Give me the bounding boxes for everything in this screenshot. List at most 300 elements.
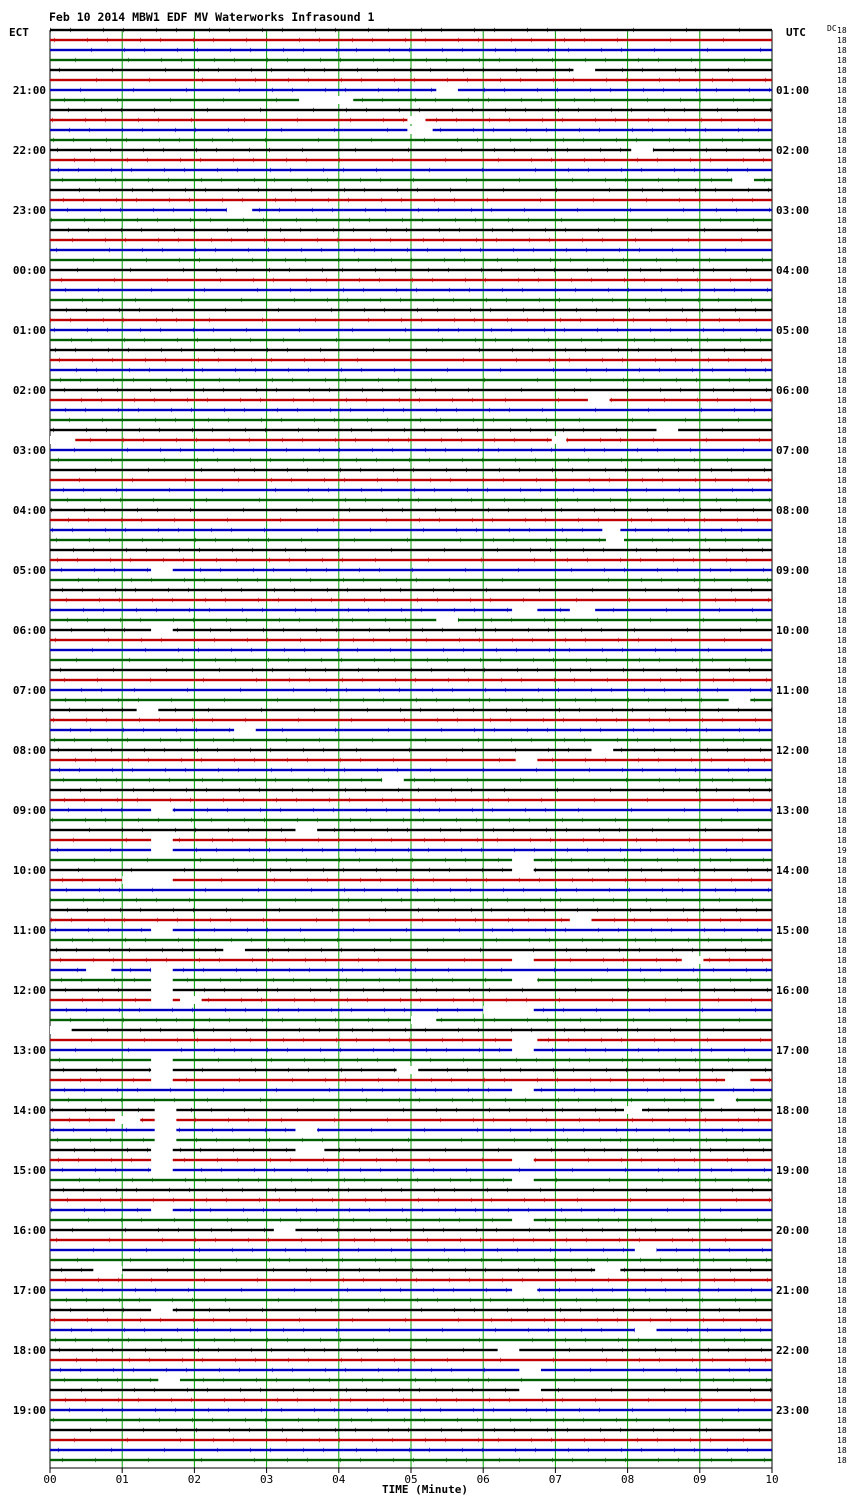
- trace-noise-tick: [183, 1258, 184, 1262]
- trace-noise-tick: [706, 148, 707, 152]
- trace-noise-tick: [756, 908, 757, 912]
- trace-noise-tick: [411, 668, 412, 672]
- trace-noise-tick: [198, 1348, 199, 1352]
- trace-noise-tick: [699, 1188, 700, 1192]
- trace-noise-tick: [580, 1018, 581, 1022]
- trace-noise-tick: [631, 1098, 632, 1102]
- trace-noise-tick: [523, 1298, 524, 1302]
- trace-noise-tick: [700, 1088, 701, 1092]
- trace-noise-tick: [217, 748, 218, 752]
- trace-row: [50, 1239, 772, 1241]
- trace-noise-tick: [280, 808, 281, 812]
- trace-noise-tick: [750, 398, 751, 402]
- trace-noise-tick: [758, 1118, 759, 1122]
- trace-noise-tick: [54, 738, 55, 742]
- trace-noise-tick: [648, 118, 649, 122]
- trace-noise-tick: [376, 458, 377, 462]
- trace-noise-tick: [492, 228, 493, 232]
- trace-noise-tick: [304, 1348, 305, 1352]
- trace-noise-tick: [228, 1408, 229, 1412]
- trace-noise-tick: [581, 628, 582, 632]
- dc-value: 18: [837, 1136, 847, 1145]
- trace-noise-tick: [530, 838, 531, 842]
- trace-noise-tick: [419, 108, 420, 112]
- trace-noise-tick: [665, 998, 666, 1002]
- trace-noise-tick: [406, 638, 407, 642]
- trace-row: [50, 1399, 772, 1401]
- trace-noise-tick: [473, 1118, 474, 1122]
- trace-noise-tick: [670, 328, 671, 332]
- trace-noise-tick: [752, 608, 753, 612]
- trace-noise-tick: [422, 1208, 423, 1212]
- trace-noise-tick: [731, 1458, 732, 1462]
- trace-noise-tick: [439, 1218, 440, 1222]
- trace-noise-tick: [290, 288, 291, 292]
- trace-noise-tick: [262, 1308, 263, 1312]
- trace-noise-tick: [320, 1048, 321, 1052]
- trace-noise-tick: [751, 588, 752, 592]
- trace-noise-tick: [446, 58, 447, 62]
- trace-noise-tick: [312, 498, 313, 502]
- trace-noise-tick: [398, 1368, 399, 1372]
- trace-gap: [725, 1076, 750, 1084]
- trace-noise-tick: [253, 1148, 254, 1152]
- trace-noise-tick: [174, 1098, 175, 1102]
- trace-noise-tick: [192, 428, 193, 432]
- trace-noise-tick: [472, 518, 473, 522]
- trace-noise-tick: [710, 1148, 711, 1152]
- dc-value: 18: [837, 1286, 847, 1295]
- trace-noise-tick: [256, 1378, 257, 1382]
- trace-noise-tick: [444, 1248, 445, 1252]
- trace-noise-tick: [470, 1178, 471, 1182]
- trace-noise-tick: [172, 1008, 173, 1012]
- trace-noise-tick: [667, 508, 668, 512]
- trace-noise-tick: [435, 1378, 436, 1382]
- trace-noise-tick: [748, 478, 749, 482]
- trace-noise-tick: [442, 1328, 443, 1332]
- trace-noise-tick: [99, 1178, 100, 1182]
- trace-noise-tick: [245, 718, 246, 722]
- trace-noise-tick: [715, 888, 716, 892]
- trace-noise-tick: [328, 778, 329, 782]
- trace-noise-tick: [747, 578, 748, 582]
- trace-noise-tick: [71, 1328, 72, 1332]
- trace-noise-tick: [581, 1208, 582, 1212]
- trace-noise-tick: [337, 238, 338, 242]
- trace-noise-tick: [702, 1298, 703, 1302]
- trace-noise-tick: [709, 958, 710, 962]
- trace-noise-tick: [571, 568, 572, 572]
- trace-noise-tick: [672, 248, 673, 252]
- trace-noise-tick: [673, 558, 674, 562]
- trace-noise-tick: [480, 948, 481, 952]
- trace-noise-tick: [414, 488, 415, 492]
- trace-noise-tick: [650, 328, 651, 332]
- trace-noise-tick: [377, 478, 378, 482]
- trace-noise-tick: [130, 1258, 131, 1262]
- trace-noise-tick: [279, 208, 280, 212]
- trace-noise-tick: [234, 468, 235, 472]
- trace-noise-tick: [499, 58, 500, 62]
- trace-noise-tick: [552, 1048, 553, 1052]
- trace-noise-tick: [89, 128, 90, 132]
- trace-noise-tick: [324, 68, 325, 72]
- x-tick-label: 03: [259, 1473, 274, 1486]
- trace-noise-tick: [459, 638, 460, 642]
- trace-noise-tick: [656, 958, 657, 962]
- trace-noise-tick: [674, 168, 675, 172]
- trace-noise-tick: [56, 948, 57, 952]
- trace-noise-tick: [118, 1278, 119, 1282]
- trace-noise-tick: [387, 1408, 388, 1412]
- trace-noise-tick: [506, 708, 507, 712]
- trace-noise-tick: [127, 1148, 128, 1152]
- trace-noise-tick: [507, 608, 508, 612]
- trace-noise-tick: [218, 68, 219, 72]
- trace-noise-tick: [164, 458, 165, 462]
- trace-noise-tick: [282, 438, 283, 442]
- trace-noise-tick: [306, 568, 307, 572]
- dc-value: 18: [837, 1416, 847, 1425]
- trace-noise-tick: [436, 118, 437, 122]
- trace-noise-tick: [602, 938, 603, 942]
- trace-noise-tick: [567, 148, 568, 152]
- trace-noise-tick: [340, 1338, 341, 1342]
- trace-noise-tick: [657, 1438, 658, 1442]
- trace-noise-tick: [752, 1188, 753, 1192]
- trace-noise-tick: [557, 88, 558, 92]
- trace-noise-tick: [142, 128, 143, 132]
- trace-noise-tick: [293, 398, 294, 402]
- x-tick-label: 08: [620, 1473, 635, 1486]
- trace-noise-tick: [643, 88, 644, 92]
- trace-noise-tick: [620, 848, 621, 852]
- trace-noise-tick: [177, 918, 178, 922]
- trace-noise-tick: [307, 1168, 308, 1172]
- trace-noise-tick: [640, 268, 641, 272]
- trace-noise-tick: [420, 998, 421, 1002]
- trace-noise-tick: [707, 48, 708, 52]
- trace-noise-tick: [165, 358, 166, 362]
- trace-noise-tick: [726, 558, 727, 562]
- trace-noise-tick: [625, 178, 626, 182]
- trace-noise-tick: [202, 778, 203, 782]
- trace-noise-tick: [455, 918, 456, 922]
- dc-value: 18: [837, 186, 847, 195]
- trace-noise-tick: [426, 1338, 427, 1342]
- trace-noise-tick: [768, 1178, 769, 1182]
- trace-noise-tick: [130, 968, 131, 972]
- trace-noise-tick: [580, 1308, 581, 1312]
- trace-noise-tick: [303, 48, 304, 52]
- trace-noise-tick: [322, 268, 323, 272]
- trace-noise-tick: [317, 238, 318, 242]
- trace-noise-tick: [200, 1148, 201, 1152]
- trace-noise-tick: [759, 438, 760, 442]
- trace-noise-tick: [744, 758, 745, 762]
- trace-noise-tick: [372, 38, 373, 42]
- trace-noise-tick: [225, 598, 226, 602]
- trace-noise-tick: [452, 1388, 453, 1392]
- trace-noise-tick: [655, 648, 656, 652]
- trace-noise-tick: [548, 628, 549, 632]
- trace-noise-tick: [63, 778, 64, 782]
- trace-noise-tick: [74, 158, 75, 162]
- trace-row: [50, 99, 772, 101]
- trace-noise-tick: [59, 1058, 60, 1062]
- trace-noise-tick: [594, 98, 595, 102]
- trace-row: [50, 379, 772, 381]
- trace-noise-tick: [87, 618, 88, 622]
- trace-noise-tick: [85, 118, 86, 122]
- trace-noise-tick: [714, 988, 715, 992]
- trace-noise-tick: [533, 248, 534, 252]
- trace-noise-tick: [613, 898, 614, 902]
- trace-noise-tick: [156, 28, 157, 32]
- trace-noise-tick: [187, 978, 188, 982]
- dc-value: 18: [837, 106, 847, 115]
- trace-noise-tick: [586, 248, 587, 252]
- trace-noise-tick: [68, 108, 69, 112]
- trace-noise-tick: [595, 698, 596, 702]
- trace-noise-tick: [570, 1248, 571, 1252]
- trace-noise-tick: [754, 1108, 755, 1112]
- trace-noise-tick: [170, 98, 171, 102]
- trace-noise-tick: [141, 638, 142, 642]
- trace-noise-tick: [345, 1368, 346, 1372]
- trace-noise-tick: [262, 28, 263, 32]
- trace-noise-tick: [250, 458, 251, 462]
- trace-noise-tick: [547, 1018, 548, 1022]
- trace-noise-tick: [566, 828, 567, 832]
- trace-noise-tick: [200, 858, 201, 862]
- trace-noise-tick: [736, 1198, 737, 1202]
- trace-noise-tick: [222, 1188, 223, 1192]
- trace-noise-tick: [355, 438, 356, 442]
- trace-noise-tick: [359, 1148, 360, 1152]
- trace-noise-tick: [222, 198, 223, 202]
- trace-noise-tick: [101, 688, 102, 692]
- trace-noise-tick: [199, 258, 200, 262]
- trace-noise-tick: [719, 608, 720, 612]
- trace-noise-tick: [277, 988, 278, 992]
- trace-noise-tick: [587, 268, 588, 272]
- trace-noise-tick: [123, 28, 124, 32]
- trace-noise-tick: [727, 748, 728, 752]
- trace-noise-tick: [241, 998, 242, 1002]
- trace-noise-tick: [131, 578, 132, 582]
- trace-noise-tick: [585, 58, 586, 62]
- trace-noise-tick: [763, 858, 764, 862]
- trace-row: [50, 39, 772, 41]
- left-hour-label: 09:00: [12, 804, 46, 817]
- trace-noise-tick: [53, 718, 54, 722]
- trace-noise-tick: [82, 588, 83, 592]
- trace-noise-tick: [72, 938, 73, 942]
- trace-noise-tick: [691, 58, 692, 62]
- trace-noise-tick: [182, 1358, 183, 1362]
- trace-noise-tick: [587, 848, 588, 852]
- trace-noise-tick: [169, 1188, 170, 1192]
- trace-noise-tick: [305, 1248, 306, 1252]
- trace-noise-tick: [642, 768, 643, 772]
- trace-noise-tick: [362, 98, 363, 102]
- trace-noise-tick: [768, 478, 769, 482]
- dc-value: 18: [837, 146, 847, 155]
- trace-noise-tick: [506, 298, 507, 302]
- trace-noise-tick: [241, 1288, 242, 1292]
- trace-noise-tick: [229, 438, 230, 442]
- trace-noise-tick: [605, 758, 606, 762]
- trace-noise-tick: [635, 238, 636, 242]
- trace-noise-tick: [321, 948, 322, 952]
- trace-noise-tick: [538, 1268, 539, 1272]
- trace-noise-tick: [632, 1118, 633, 1122]
- trace-row: [50, 1299, 772, 1301]
- trace-noise-tick: [127, 738, 128, 742]
- trace-noise-tick: [631, 518, 632, 522]
- trace-noise-tick: [331, 598, 332, 602]
- trace-noise-tick: [627, 388, 628, 392]
- trace-noise-tick: [141, 518, 142, 522]
- trace-noise-tick: [629, 888, 630, 892]
- trace-noise-tick: [628, 1278, 629, 1282]
- trace-noise-tick: [638, 758, 639, 762]
- trace-noise-tick: [366, 108, 367, 112]
- trace-row: [50, 349, 772, 351]
- trace-noise-tick: [582, 818, 583, 822]
- trace-noise-tick: [64, 1088, 65, 1092]
- trace-noise-tick: [125, 938, 126, 942]
- trace-noise-tick: [348, 898, 349, 902]
- trace-noise-tick: [92, 938, 93, 942]
- trace-noise-tick: [682, 1298, 683, 1302]
- dc-value: 18: [837, 1116, 847, 1125]
- trace-noise-tick: [477, 1418, 478, 1422]
- trace-noise-tick: [564, 738, 565, 742]
- trace-noise-tick: [347, 298, 348, 302]
- trace-noise-tick: [216, 268, 217, 272]
- trace-noise-tick: [478, 738, 479, 742]
- trace-noise-tick: [480, 1238, 481, 1242]
- trace-noise-tick: [612, 998, 613, 1002]
- trace-noise-tick: [532, 58, 533, 62]
- trace-noise-tick: [178, 528, 179, 532]
- trace-noise-tick: [661, 1278, 662, 1282]
- trace-noise-tick: [75, 58, 76, 62]
- trace-noise-tick: [286, 1148, 287, 1152]
- trace-noise-tick: [770, 398, 771, 402]
- trace-noise-tick: [161, 638, 162, 642]
- trace-noise-tick: [761, 1348, 762, 1352]
- trace-noise-tick: [400, 1288, 401, 1292]
- dc-value: 18: [837, 916, 847, 925]
- trace-noise-tick: [149, 1068, 150, 1072]
- trace-noise-tick: [443, 648, 444, 652]
- trace-noise-tick: [239, 378, 240, 382]
- trace-noise-tick: [605, 1458, 606, 1462]
- trace-noise-tick: [434, 1188, 435, 1192]
- dc-value: 18: [837, 486, 847, 495]
- trace-gap: [382, 776, 404, 784]
- trace-noise-tick: [552, 58, 553, 62]
- trace-noise-tick: [192, 1298, 193, 1302]
- trace-noise-tick: [79, 768, 80, 772]
- trace-noise-tick: [182, 658, 183, 662]
- trace-noise-tick: [623, 958, 624, 962]
- trace-row: [50, 229, 772, 231]
- trace-noise-tick: [655, 1348, 656, 1352]
- trace-noise-tick: [351, 718, 352, 722]
- trace-noise-tick: [354, 248, 355, 252]
- trace-noise-tick: [266, 738, 267, 742]
- trace-noise-tick: [213, 328, 214, 332]
- trace-gap: [656, 426, 678, 434]
- trace-noise-tick: [385, 1198, 386, 1202]
- trace-noise-tick: [563, 1418, 564, 1422]
- trace-noise-tick: [146, 548, 147, 552]
- trace-noise-tick: [223, 388, 224, 392]
- trace-noise-tick: [475, 918, 476, 922]
- trace-noise-tick: [110, 558, 111, 562]
- trace-noise-tick: [534, 268, 535, 272]
- trace-noise-tick: [695, 478, 696, 482]
- trace-noise-tick: [85, 1398, 86, 1402]
- trace-noise-tick: [84, 218, 85, 222]
- trace-row: [50, 209, 772, 211]
- trace-noise-tick: [112, 358, 113, 362]
- trace-noise-tick: [234, 348, 235, 352]
- trace-noise-tick: [344, 188, 345, 192]
- trace-row: [50, 859, 772, 861]
- trace-noise-tick: [523, 308, 524, 312]
- trace-noise-tick: [78, 168, 79, 172]
- trace-noise-tick: [488, 798, 489, 802]
- trace-noise-tick: [191, 1398, 192, 1402]
- trace-noise-tick: [647, 508, 648, 512]
- trace-noise-tick: [96, 1068, 97, 1072]
- trace-noise-tick: [246, 1028, 247, 1032]
- trace-noise-tick: [532, 348, 533, 352]
- trace-noise-tick: [92, 358, 93, 362]
- trace-noise-tick: [735, 598, 736, 602]
- trace-noise-tick: [401, 898, 402, 902]
- trace-noise-tick: [706, 1138, 707, 1142]
- trace-noise-tick: [86, 1008, 87, 1012]
- trace-noise-tick: [635, 528, 636, 532]
- trace-noise-tick: [215, 658, 216, 662]
- trace-noise-tick: [477, 138, 478, 142]
- trace-noise-tick: [469, 1278, 470, 1282]
- trace-noise-tick: [719, 1308, 720, 1312]
- trace-noise-tick: [347, 588, 348, 592]
- trace-noise-tick: [625, 1458, 626, 1462]
- trace-noise-tick: [217, 458, 218, 462]
- trace-noise-tick: [577, 1198, 578, 1202]
- left-hour-label: 03:00: [12, 444, 46, 457]
- trace-noise-tick: [215, 248, 216, 252]
- trace-noise-tick: [191, 408, 192, 412]
- trace-noise-tick: [255, 778, 256, 782]
- trace-noise-tick: [600, 438, 601, 442]
- trace-noise-tick: [128, 1338, 129, 1342]
- trace-noise-tick: [727, 458, 728, 462]
- trace-noise-tick: [452, 108, 453, 112]
- trace-noise-tick: [608, 868, 609, 872]
- trace-noise-tick: [85, 698, 86, 702]
- trace-noise-tick: [94, 158, 95, 162]
